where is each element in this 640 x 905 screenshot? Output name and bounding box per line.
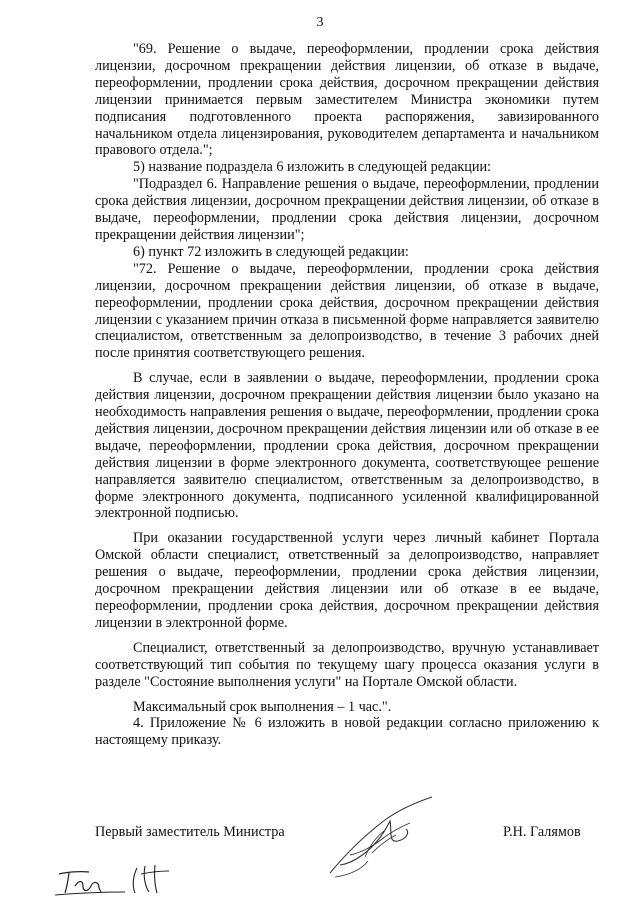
paragraph: 4. Приложение № 6 изложить в новой редакции согласно приложению к настоящему приказу. bbox=[95, 715, 599, 749]
paragraph: В случае, если в заявлении о выдаче, переоформлении, продлении срока действия лицензии, досрочном прекращении действия лицензии было указано на необходимость направления решения о выдаче, переоформлении, продлении срока действия лицензии, досрочном прекращении действия лицензии или об отказе в ее выдаче, переоформлении, продлении срока действия, досрочном прекращении действия лицензии в форме электронного документа, соответствующее решение направляется заявителю специалистом, ответственным за делопроизводство, в форме электронного документа, подписанного усиленной квалифицированной электронной подписью. bbox=[95, 370, 599, 522]
paragraph: "72. Решение о выдаче, переоформлении, продлении срока действия лицензии, досрочном прекращении действия лицензии, об отказе в выдаче, переоформлении, продлении срока действия, досрочном прекращении действия лицензии с указанием причин отказа в письменной форме направляется заявителю специалистом, ответственным за делопроизводство, в течение 3 рабочих дней после принятия соответствующего решения. bbox=[95, 260, 599, 362]
signatory-name: Р.Н. Галямов bbox=[503, 824, 581, 840]
handwritten-signature bbox=[310, 795, 440, 880]
paragraph: Максимальный срок выполнения – 1 час.". bbox=[133, 698, 392, 715]
paragraph: 5) название подраздела 6 изложить в следующей редакции: bbox=[133, 159, 491, 176]
paragraph: Специалист, ответственный за делопроизводство, вручную устанавливает соответствующий тип события по текущему шагу процесса оказания услуги в разделе "Состояние выполнения услуги" на Портале Омской области. bbox=[95, 639, 599, 690]
page-number: 3 bbox=[316, 15, 324, 30]
handwritten-initials bbox=[55, 862, 185, 897]
paragraph: 6) пункт 72 изложить в следующей редакции: bbox=[133, 243, 409, 260]
signatory-title: Первый заместитель Министра bbox=[95, 824, 285, 840]
paragraph: При оказании государственной услуги через личный кабинет Портала Омской области специалист, ответственный за делопроизводство, направляет решения о выдаче, переоформлении, продлении срока действия лицензии, досрочном прекращении действия лицензии или об отказе в ее выдаче, переоформлении, продлении срока действия, досрочном прекращении действия лицензии в электронной форме. bbox=[95, 530, 599, 631]
paragraph: "Подраздел 6. Направление решения о выдаче, переоформлении, продлении срока действия лицензии, досрочном прекращении действия лицензии, об отказе в выдаче, переоформлении, продлении срока действия лицензии, досрочном прекращении действия лицензии"; bbox=[95, 176, 599, 243]
paragraph: "69. Решение о выдаче, переоформлении, продлении срока действия лицензии, досрочном прекращении действия лицензии, об отказе в выдаче, переоформлении, продлении срока действия, досрочном прекращении действия лицензии принимается первым заместителем Министра экономики путем подписания подготовленного проекта распоряжения, завизированного начальником отдела лицензирования, руководителем департамента и начальником правового отдела."; bbox=[95, 41, 599, 159]
document-body bbox=[95, 41, 599, 749]
